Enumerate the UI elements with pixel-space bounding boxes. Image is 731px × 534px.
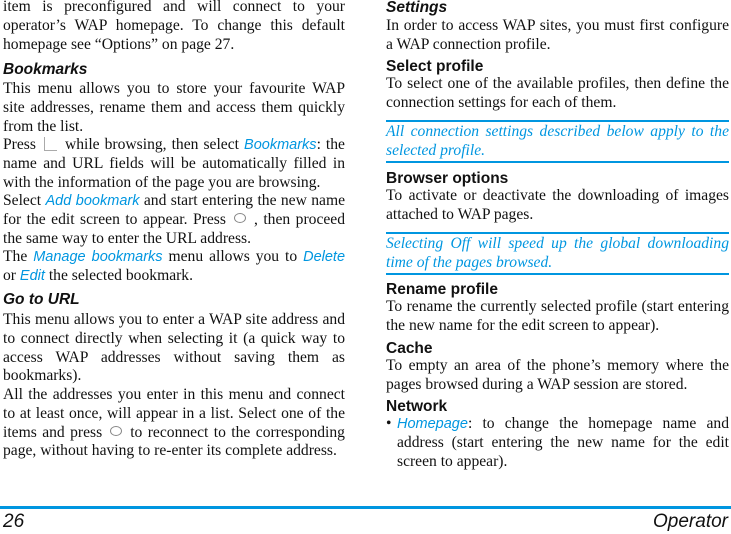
homepage-link: Homepage [397, 416, 468, 432]
bullet: • [386, 415, 392, 432]
text: , then proceed the same way to enter the URL address. [3, 210, 345, 247]
text: All the addresses you enter in this menu and connect to at least once, will appear in a list. Select one of the items and press [3, 386, 345, 441]
manage-paragraph [3, 248, 345, 286]
addresses-paragraph [3, 386, 345, 461]
text: to reconnect to the corresponding page, without having to re-enter its complete address. [3, 423, 345, 460]
rename-profile-heading: Rename profile [386, 281, 498, 298]
bookmarks-link: Bookmarks [244, 137, 317, 153]
ok-key-icon [110, 426, 122, 436]
browser-key-icon [44, 137, 57, 151]
bookmarks-paragraph: This menu allows you to store your favourite WAP site addresses, rename them and access them quickly from the list. [3, 80, 345, 135]
network-heading: Network [386, 398, 448, 415]
ok-key-icon [234, 213, 246, 223]
settings-paragraph: In order to access WAP sites, you must first configure a WAP connection profile. [386, 17, 729, 53]
cache-paragraph: To empty an area of the phone’s memory where the pages browsed during a WAP session are stored. [386, 357, 729, 393]
text: The [3, 248, 28, 265]
edit-link: Edit [19, 267, 45, 284]
text: Press [3, 136, 36, 153]
bookmarks-heading: Bookmarks [3, 61, 88, 78]
note-selected-profile: All connection settings described below apply to the selected profile. [386, 120, 729, 163]
section-title: Operator [653, 511, 728, 532]
intro-paragraph: item is preconfigured and will connect to your operator’s WAP homepage. To change this default homepage see “Options” on page 27. [3, 0, 345, 53]
text: or [3, 266, 16, 284]
note-selecting-off: Selecting Off will speed up the global downloading time of the pages browsed. [386, 232, 729, 275]
settings-heading: Settings [386, 0, 448, 16]
select-profile-heading: Select profile [386, 58, 484, 75]
text: : the name and URL fields will be automatically filled in with the information of the page you are browsing. [3, 136, 345, 191]
add-bookmark-link: Add bookmark [45, 193, 140, 209]
delete-link: Delete [303, 249, 346, 265]
manage-bookmarks-link: Manage bookmarks [33, 249, 163, 265]
homepage-bullet-item [386, 415, 729, 471]
text: and start entering the new name for the edit screen to appear. Press [3, 192, 346, 228]
footer-rule [0, 506, 731, 509]
browser-options-paragraph: To activate or deactivate the downloading of images attached to WAP pages. [386, 187, 729, 223]
text: Select [3, 192, 42, 209]
page-number: 26 [3, 511, 25, 532]
go-to-url-paragraph: This menu allows you to enter a WAP site address and to connect directly when selecting it (a quick way to access WAP addresses without saving them as bookmarks). [3, 311, 345, 385]
press-paragraph [3, 136, 345, 192]
text: while browsing, then select [64, 136, 239, 153]
text: the selected bookmark. [48, 266, 194, 284]
text: : to change the homepage name and address (start entering the new name for the edit screen to appear). [397, 415, 729, 470]
cache-heading: Cache [386, 340, 433, 357]
add-bookmark-paragraph [3, 192, 345, 248]
go-to-url-heading: Go to URL [3, 291, 80, 308]
rename-profile-paragraph: To rename the currently selected profile (start entering the new name for the edit screen to appear). [386, 298, 729, 334]
select-profile-paragraph: To select one of the available profiles, then define the connection settings for each of them. [386, 75, 729, 111]
text: menu allows you to [168, 248, 298, 265]
browser-options-heading: Browser options [386, 170, 509, 187]
